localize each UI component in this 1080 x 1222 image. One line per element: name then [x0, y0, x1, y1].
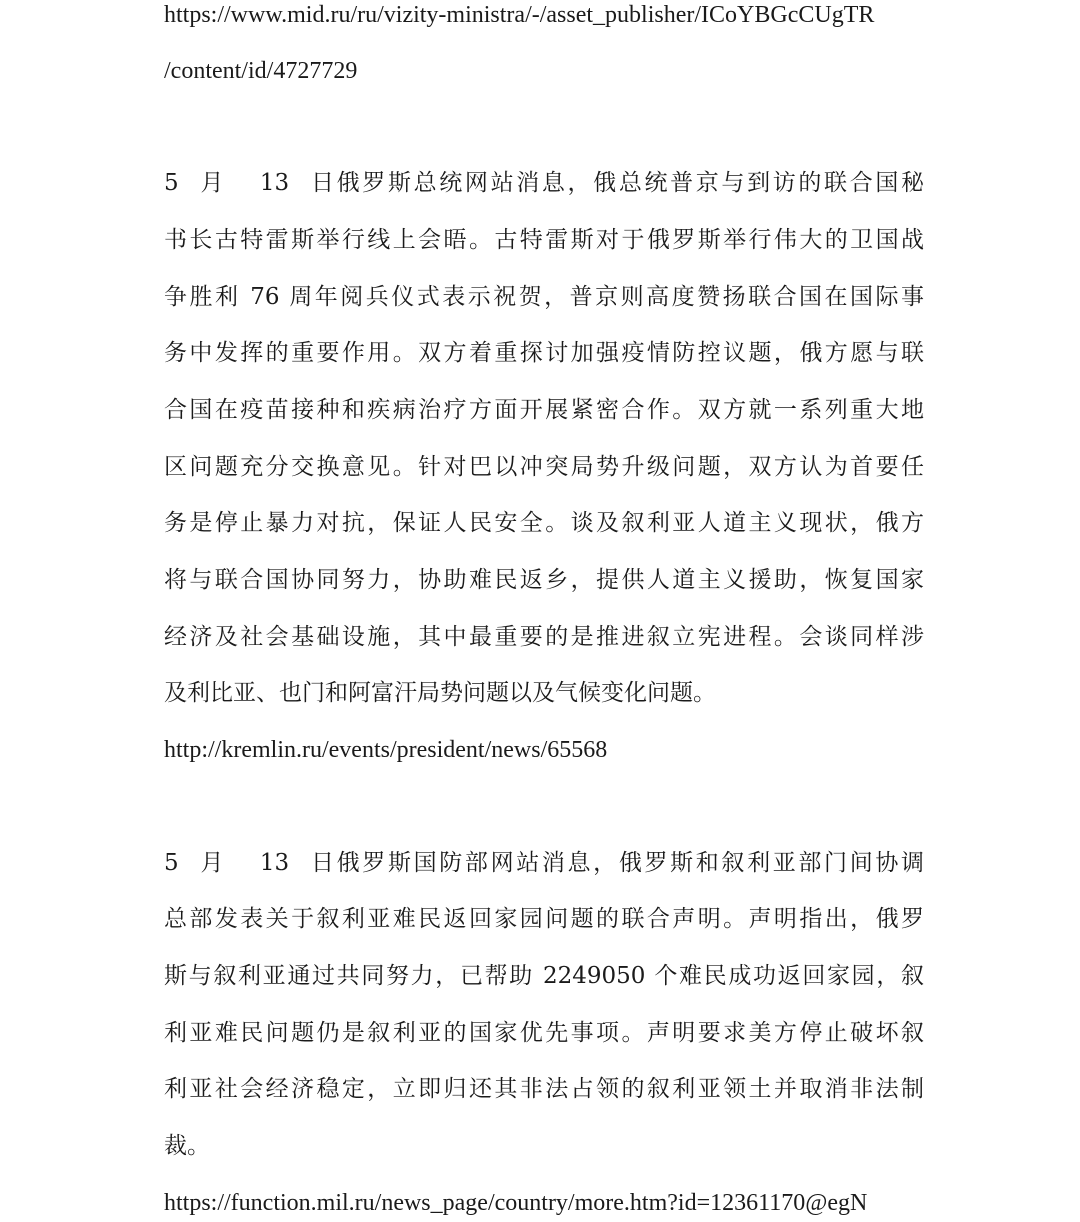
- paragraph-line: 将与联合国协同努力，协助难民返乡，提供人道主义援助，恢复国家: [164, 567, 924, 593]
- source-url-line: https://www.mid.ru/ru/vizity-ministra/-/asset_publisher/ICoYBGcCUgTR: [164, 2, 875, 28]
- paragraph-line: 利亚社会经济稳定，立即归还其非法占领的叙利亚领土并取消非法制: [164, 1076, 924, 1102]
- entry-first-line: [164, 168, 924, 198]
- paragraph-line: 经济及社会基础设施，其中最重要的是推进叙立宪进程。会谈同样涉: [164, 624, 924, 650]
- paragraph-line: 总部发表关于叙利亚难民返回家园问题的联合声明。声明指出，俄罗: [164, 906, 924, 932]
- paragraph-line: 斯与叙利亚通过共同努力，已帮助 2249050 个难民成功返回家园，叙: [164, 963, 924, 989]
- source-url-line: /content/id/4727729: [164, 58, 358, 84]
- paragraph-line: 务是停止暴力对抗，保证人民安全。谈及叙利亚人道主义现状，俄方: [164, 510, 924, 536]
- source-url-line: http://kremlin.ru/events/president/news/65568: [164, 737, 608, 763]
- entry-date: 5 月 13 日: [164, 850, 334, 876]
- entry-date: 5 月 13 日: [164, 170, 334, 196]
- paragraph-line: 利亚难民问题仍是叙利亚的国家优先事项。声明要求美方停止破坏叙: [164, 1020, 924, 1046]
- paragraph-line: 区问题充分交换意见。针对巴以冲突局势升级问题，双方认为首要任: [164, 454, 924, 480]
- paragraph-text: 俄罗斯国防部网站消息，俄罗斯和叙利亚部门间协调: [334, 850, 924, 876]
- source-url-line: https://function.mil.ru/news_page/country/more.htm?id=12361170@egN: [164, 1190, 868, 1216]
- paragraph-line: 合国在疫苗接种和疾病治疗方面开展紧密合作。双方就一系列重大地: [164, 397, 924, 423]
- paragraph-line: 务中发挥的重要作用。双方着重探讨加强疫情防控议题，俄方愿与联: [164, 340, 924, 366]
- paragraph-line: 书长古特雷斯举行线上会晤。古特雷斯对于俄罗斯举行伟大的卫国战: [164, 227, 924, 253]
- entry-first-line: [164, 848, 924, 878]
- paragraph-line: 及利比亚、也门和阿富汗局势问题以及气候变化问题。: [164, 680, 716, 706]
- paragraph-line: 裁。: [164, 1133, 210, 1159]
- paragraph-text: 俄罗斯总统网站消息，俄总统普京与到访的联合国秘: [334, 170, 924, 196]
- paragraph-line: 争胜利 76 周年阅兵仪式表示祝贺，普京则高度赞扬联合国在国际事: [164, 284, 924, 310]
